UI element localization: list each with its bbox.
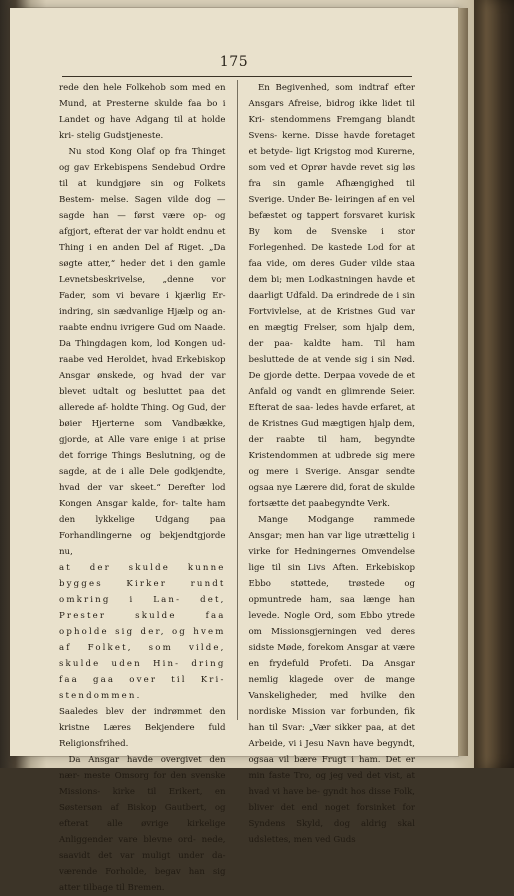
left-paragraph-2: Nu stod Kong Olaf op fra Thinget og gav Erkebispens Sendebud Ordre til at kundgjøre sin og Folkets Bestem- melse. Sagen vilde dog — sagde han — først være op- og afgjort, efterat der var holdt endnu et Thing i en anden Del af Riget. „Da søgte atter,“ heder det i den gamle Levnetsbeskrivelse, „denne vor Fader, som vi bevare i kjærlig Er- indring, sin sædvanlige Hjælp og an- raabte endnu ivrigere Gud om Naade. Da Thingdagen kom, lod Kongen ud- raabe ved Heroldet, hvad Erkebiskop Ansgar ønskede, og hvad der var blevet udtalt og besluttet paa det allerede af- holdte Thing. Og Gud, der bøier Hjerterne som Vandbække, gjorde, at Alle vare enige i at prise det forrige Things Beslutning, og de sagde, at de i alle Dele godkjendte, hvad der var skeet.“ Derefter lod Kongen Ansgar kalde, for- talte ham den lykkelige Udgang paa Forhandlingerne og bekjendtgjorde nu, bbox=[59, 147, 226, 557]
text-columns bbox=[57, 80, 417, 893]
book-page bbox=[10, 8, 458, 893]
right-column bbox=[247, 80, 418, 845]
header-rule bbox=[62, 76, 412, 77]
page-number: 175 bbox=[219, 54, 249, 70]
right-paragraph-2: Mange Modgange rammede Ansgar; men han var lige utrættelig i virke for Hedningernes Omvendelse lige til sin Livs Aften. Erkebiskop Ebbo støttede, trøstede og opmuntrede ham, saa længe han levede. Nogle Ord, som Ebbo ytrede om Missionsgjerningen ved deres sidste Møde, forekom Ansgar at være en frydefuld Profeti. Da Ansgar nemlig klagede over de mange Vanskeligheder, med hvilke den nordiske Mission var forbunden, fik han til Svar: „Vær sikker paa, at det Arbeide, vi i Jesu Navn have begyndt, ogsaa vil bære Frugt i ham. Det er min faste Tro, og jeg ved det vist, at hvad vi have be- gyndt hos disse Folk, bliver det end noget forsinket for Syndens Skyld, dog aldrig skal udslettes, men ved Guds bbox=[248, 515, 416, 845]
book-spine bbox=[474, 0, 514, 768]
left-paragraph-3: at der skulde kunne bygges Kirker rundt omkring i Lan- det, Prester skulde faa opholde sig der, og hvem af Folket, som vilde, skulde uden Hin- dring faa gaa over til Kri- stendommen. bbox=[59, 563, 226, 701]
left-column bbox=[57, 80, 228, 893]
right-paragraph-1: En Begivenhed, som indtraf efter Ansgars Afreise, bidrog ikke lidet til Kri- stendommens Fremgang blandt Svens- kerne. Disse havde foretaget et betyde- ligt Krigstog mod Kurerne, som ved et Oprør havde revet sig løs fra sin gamle Afhængighed til Sverige. Under Be- leiringen af en vel befæstet og tappert forsvaret kurisk By kom de Svenske i stor Forlegenhed. De kastede Lod for at faa vide, om deres Guder vilde staa dem bi; men Lodkastningen havde et daarligt Udfald. Da erindrede de i sin Fortvivlelse, at de Kristnes Gud var en mægtig Frelser, som hjalp dem, der paa- kaldte ham. Til ham besluttede de at vende sig i sin Nød. De gjorde dette. Derpaa vovede de et Anfald og vandt en glimrende Seier. Efterat de saa- ledes havde erfaret, at de Kristnes Gud mægtigen hjalp dem, der raabte til ham, begyndte Kristendommen at udbrede sig mere og mere i Sverige. Ansgar sendte ogsaa nye Lærere did, forat de skulde fortsætte det paabegyndte Verk. bbox=[248, 83, 416, 509]
column-divider bbox=[237, 80, 238, 720]
left-paragraph-4: Saaledes blev der indrømmet den kristne Læres Bekjendere fuld Religionsfrihed. bbox=[59, 707, 226, 749]
left-paragraph-1: rede den hele Folkehob som med en Mund, at Presterne skulde faa bo i Landet og have Adgang til at holde kri- stelig Gudstjeneste. bbox=[59, 83, 226, 141]
left-paragraph-5: Da Ansgar havde overgivet den nær- meste Omsorg for den svenske Missions- kirke til Erikert, en Søstersøn af Biskop Gautbert, og efterat alle øvrige kirkelige Anliggender vare blevne ord- nede, saavidt det var muligt under da- værende Forholde, begav han sig atter tilbage til Bremen. bbox=[59, 755, 226, 893]
